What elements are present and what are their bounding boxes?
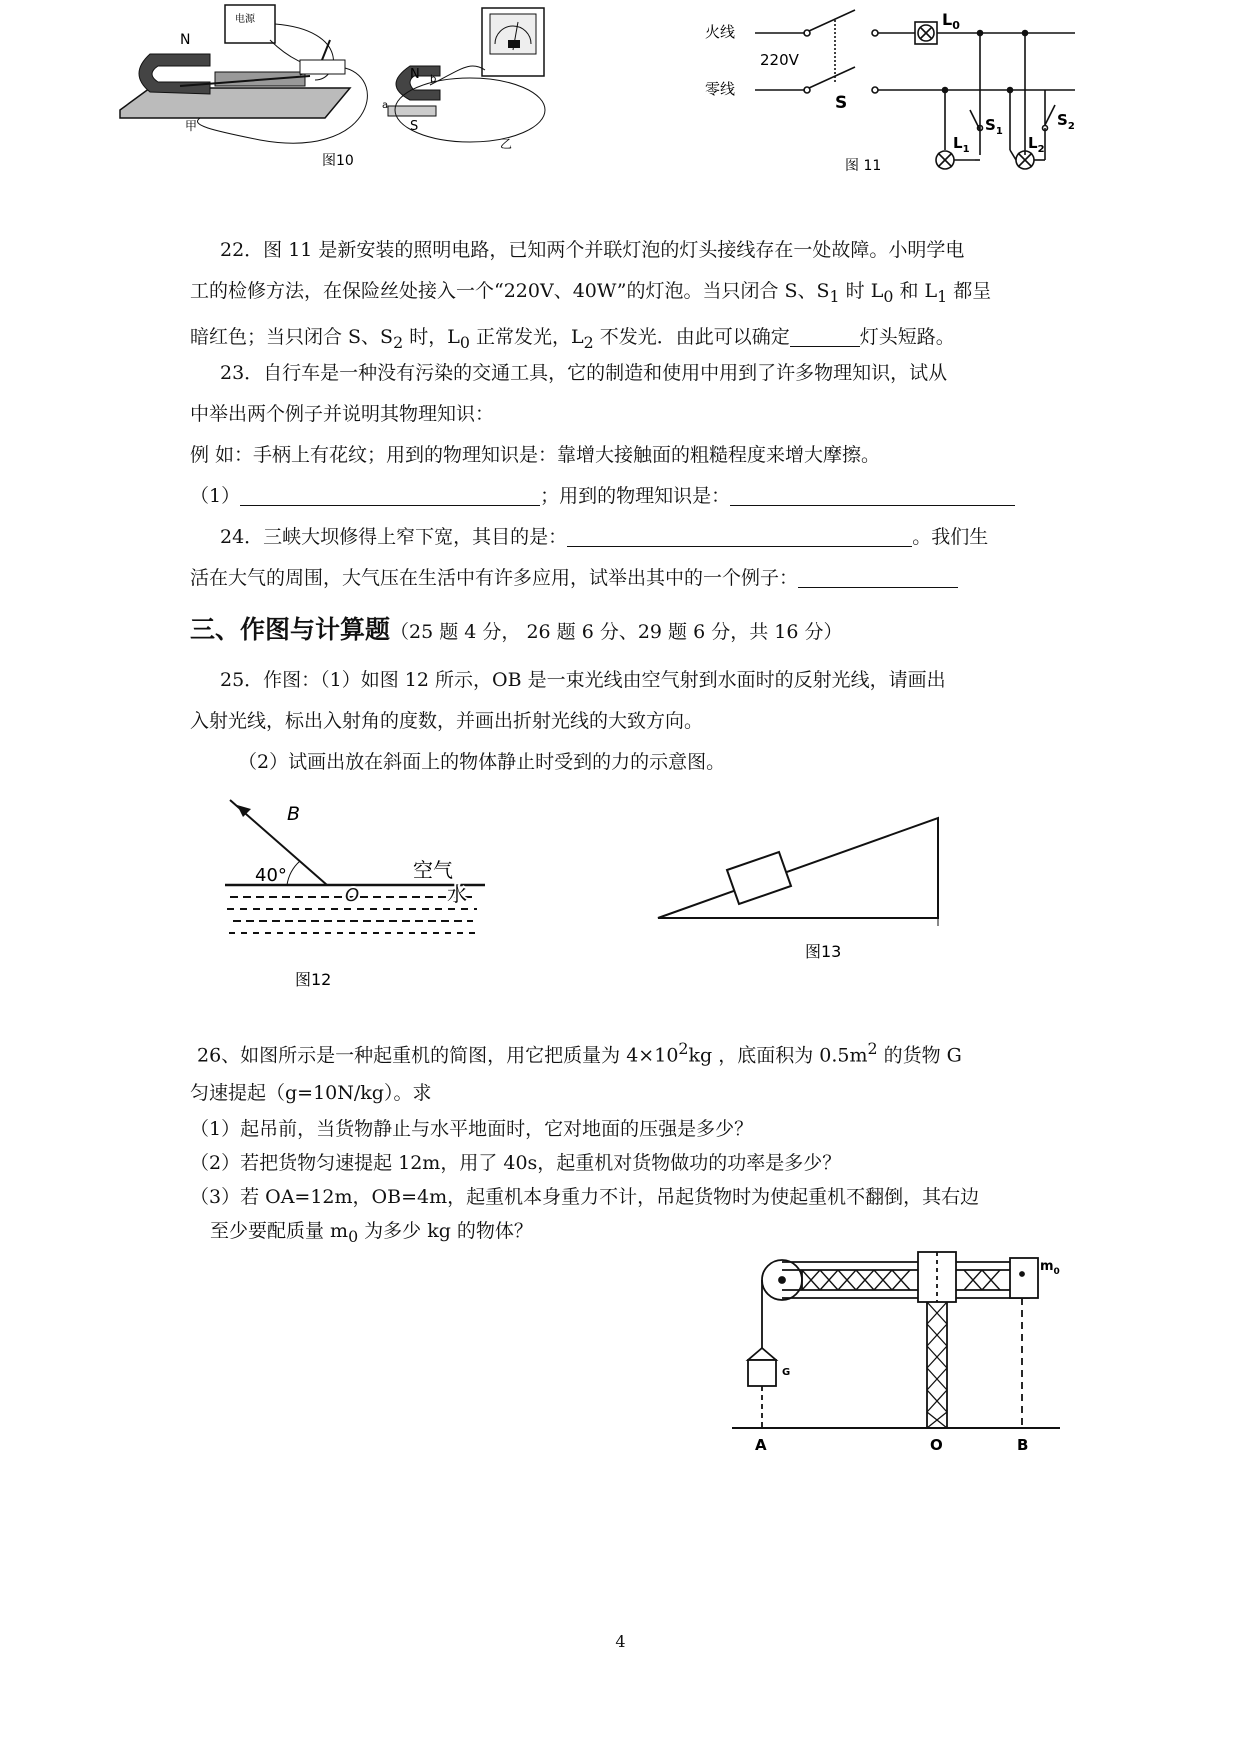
- q23-line-2: 中举出两个例子并说明其物理知识：: [190, 403, 495, 425]
- q22-sub-l1: 1: [937, 286, 948, 306]
- fig10-mark-b: b: [430, 74, 437, 85]
- figure-11: [705, 0, 1105, 185]
- q26-line-1: [190, 1030, 1058, 1074]
- fig11-lamp-l0: L: [942, 10, 953, 29]
- q26-item-3b-a: 至少要配质量 m: [210, 1220, 349, 1243]
- q26-item-2: （2）若把货物匀速提起 12m，用了 40s，起重机对货物做功的功率是多少？: [190, 1152, 842, 1175]
- fig11-switch-s1-sub: 1: [995, 126, 1003, 137]
- svg-text:S2: [1057, 111, 1075, 132]
- fig10-pole-n-yi: N: [410, 67, 420, 82]
- svg-text:L2: [1028, 134, 1045, 155]
- q22-line-3-a: 暗红色；当只闭合 S、S: [190, 325, 394, 348]
- q23-item-1-knowledge-blank[interactable]: [730, 483, 1015, 506]
- q22-line-3-b: 时，L: [403, 325, 460, 348]
- fig10-pole-n-jia: N: [180, 32, 191, 48]
- fig13-caption: 图13: [805, 942, 842, 961]
- q24-line-2-text: 活在大气的周围，大气压在生活中有许多应用，试举出其中的一个例子：: [190, 567, 799, 589]
- fig10-caption: 图10: [322, 153, 354, 169]
- fig11-lamp-l2: L: [1028, 134, 1038, 152]
- crane-label-m: m: [1040, 1259, 1054, 1274]
- q22-line-2-mid: 时 L: [839, 280, 884, 302]
- fig10-label-yi: 乙: [500, 137, 513, 151]
- fig13-incline: [658, 818, 938, 918]
- q22-sub-l0: 0: [883, 286, 894, 306]
- section-3-points: （25 题 4 分， 26 题 6 分、29 题 6 分，共 16 分）: [390, 621, 843, 643]
- fig11-lamp-l2-sub: 2: [1037, 144, 1045, 155]
- fig10-apparatus-jia: [120, 5, 367, 143]
- q25-line-3: （2）试画出放在斜面上的物体静止时受到的力的示意图。: [238, 751, 726, 773]
- question-26: [190, 1030, 1058, 1254]
- q26-sup-exp: 2: [678, 1039, 689, 1058]
- fig12-label-b: B: [287, 803, 301, 825]
- question-25: [190, 660, 1058, 783]
- fig12-label-o: O: [345, 885, 360, 906]
- crane-label-a: A: [755, 1436, 767, 1450]
- q22-line-2: [190, 271, 1058, 317]
- q22-line-3-e: 灯头短路。: [859, 325, 955, 348]
- svg-text:L0: [942, 10, 960, 32]
- q22-sub-s2: 2: [393, 332, 404, 352]
- fig11-circuit: [755, 10, 1075, 169]
- figure-12: [215, 795, 495, 995]
- q24-line-2: [190, 558, 1058, 599]
- q26-item-3b-b: 为多少 kg 的物体？: [358, 1220, 533, 1243]
- fig11-switch-s2-sub: 2: [1067, 121, 1075, 132]
- fig11-lamp-l0-sub: 0: [952, 19, 960, 32]
- q26-item-3: （3）若 OA=12m，OB=4m，起重机本身重力不计，吊起货物时为使起重机不翻倒，其右边: [190, 1186, 980, 1209]
- q22-line-2-text: 工的检修方法，在保险丝处接入一个“220V、40W”的灯泡。当只闭合 S、S: [190, 280, 830, 302]
- q25-line-1: 25．作图：（1）如图 12 所示，OB 是一束光线由空气射到水面时的反射光线，请画出: [220, 669, 946, 691]
- fig10-mark-a: a: [382, 100, 389, 111]
- crane-label-m-sub: 0: [1053, 1267, 1060, 1277]
- fig12-angle-arc: [287, 861, 300, 885]
- fig10-pole-s-yi: S: [410, 119, 419, 134]
- q23-example: 例 如：手柄上有花纹；用到的物理知识是：靠增大接触面的粗糙程度来增大摩擦。: [190, 444, 881, 466]
- q24-line-1: [190, 517, 1058, 558]
- question-22: [190, 230, 1058, 363]
- q24-line-1-a: 24．三峡大坝修得上窄下宽，其目的是：: [220, 526, 568, 548]
- section-3-heading: [190, 610, 842, 646]
- q24-example-blank[interactable]: [798, 565, 958, 588]
- q22-line-2-end: 都呈: [947, 280, 992, 302]
- q23-item-1-blank[interactable]: [240, 483, 540, 506]
- q23-item-1-prefix: （1）: [190, 485, 241, 507]
- fig11-switch-s1: S: [985, 116, 996, 134]
- q24-purpose-blank[interactable]: [567, 524, 912, 547]
- q22-line-1: 22．图 11 是新安装的照明电路，已知两个并联灯泡的灯头接线存在一处故障。小明学电: [220, 239, 965, 261]
- q25-line-2: 入射光线，标出入射角的度数，并画出折射光线的大致方向。: [190, 710, 704, 732]
- svg-text:L1: [953, 134, 970, 155]
- page-number: 4: [615, 1632, 626, 1651]
- fig11-voltage-label: 220V: [760, 51, 799, 69]
- fig10-source-label: 电源: [235, 14, 255, 25]
- fig10-label-jia: 甲: [185, 119, 198, 133]
- crane-structure: [732, 1252, 1060, 1430]
- q26-sub-m0: 0: [348, 1227, 359, 1247]
- figure-13: [655, 800, 955, 965]
- q26-line-1-a: 26、如图所示是一种起重机的简图，用它把质量为 4×10: [197, 1044, 679, 1067]
- fig12-arrow-icon: [237, 805, 251, 817]
- fig11-switch-s: S: [835, 93, 848, 113]
- q26-sup-m2: 2: [867, 1039, 878, 1058]
- fig12-angle-label: 40°: [255, 865, 287, 886]
- q22-sub-s1: 1: [829, 286, 840, 306]
- q26-line-1-c: 的货物 G: [877, 1044, 962, 1067]
- q22-sub-l0b: 0: [459, 332, 470, 352]
- svg-text:m0: [1040, 1259, 1060, 1277]
- q22-line-3-d: 不发光．由此可以确定: [593, 325, 790, 348]
- fig11-neutral-label: 零线: [705, 80, 736, 98]
- fig11-live-label: 火线: [705, 23, 736, 41]
- fig11-lamp-l1-sub: 1: [962, 144, 970, 155]
- crane-label-g: G: [782, 1367, 791, 1378]
- fig12-water-label: 水: [447, 882, 467, 906]
- q22-answer-blank[interactable]: [790, 324, 860, 347]
- crane-label-b: B: [1017, 1436, 1029, 1450]
- q26-line-1-b: kg ，底面积为 0.5m: [688, 1044, 868, 1067]
- fig11-lamp-l1: L: [953, 134, 963, 152]
- q23-item-1-mid: ；用到的物理知识是：: [540, 485, 731, 507]
- q24-line-1-b: 。我们生: [912, 526, 989, 548]
- crane-label-o: O: [930, 1436, 943, 1450]
- fig12-air-label: 空气: [413, 858, 453, 882]
- q22-line-2-mid2: 和 L: [893, 280, 938, 302]
- fig13-block: [727, 852, 791, 904]
- q26-line-2: 匀速提起（g=10N/kg）。求: [190, 1082, 432, 1105]
- q26-item-1: （1）起吊前，当货物静止与水平地面时，它对地面的压强是多少？: [190, 1118, 754, 1141]
- question-24: [190, 517, 1058, 599]
- fig12-caption: 图12: [295, 970, 332, 989]
- question-23: [190, 353, 1058, 517]
- section-3-title: 三、作图与计算题: [190, 615, 391, 644]
- q22-sub-l2: 2: [583, 332, 594, 352]
- figure-10: [110, 0, 610, 180]
- q22-line-3-c: 正常发光，L: [469, 325, 584, 348]
- figure-crane: [730, 1240, 1080, 1450]
- fig11-switch-s2: S: [1057, 111, 1068, 129]
- q23-item-1: [190, 476, 1058, 517]
- fig11-caption: 图 11: [845, 158, 882, 174]
- svg-text:S1: [985, 116, 1003, 137]
- q23-line-1: 23．自行车是一种没有污染的交通工具，它的制造和使用中用到了许多物理知识，试从: [220, 362, 948, 384]
